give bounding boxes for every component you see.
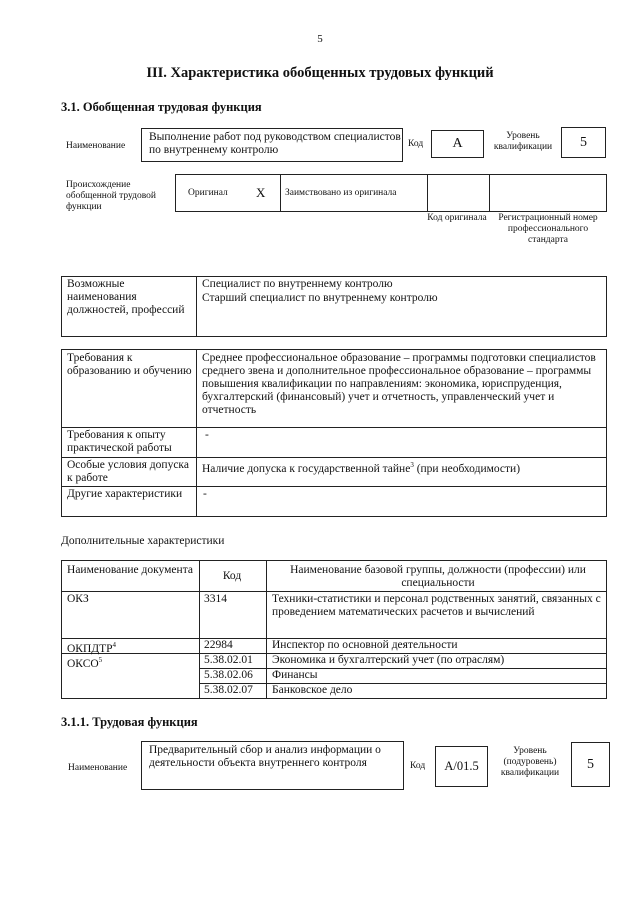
code-original-caption: Код оригинала [427, 213, 487, 223]
subsection-title-3-1: 3.1. Обобщенная трудовая функция [61, 100, 262, 114]
tf-level-label: Уровень (подуровень) квалификации [500, 746, 560, 778]
level-label: Уровень квалификации [493, 131, 553, 152]
tf-level-box: 5 [571, 742, 610, 787]
cond-value: Наличие допуска к государственной тайне$^3$ (при необходимости) [202, 461, 521, 475]
position-1: Специалист по внутреннему контролю [202, 278, 393, 290]
okso-code-1: 5.38.02.01 [204, 654, 253, 666]
page-number: 5 [317, 33, 323, 45]
okz-name: Техники-статистики и персонал родственных занятий, связанных с проведением математических расчетов и вычислений [272, 593, 601, 618]
origin-label: Происхождение обобщенной трудовой функции [66, 180, 156, 212]
okso-name-1: Экономика и бухгалтерский учет (по отраслям) [272, 654, 505, 666]
okpdtr-name: Инспектор по основной деятельности [272, 639, 458, 651]
okso-code-2: 5.38.02.06 [204, 669, 253, 681]
okso-code-3: 5.38.02.07 [204, 684, 253, 696]
tf-name-label: Наименование [68, 763, 128, 773]
okso-label: ОКСО$^5$ [67, 656, 103, 670]
code-label: Код [408, 139, 424, 149]
okso-name-2: Финансы [272, 669, 318, 681]
subsection-title-3-1-1: 3.1.1. Трудовая функция [61, 715, 198, 729]
name-label: Наименование [66, 141, 126, 151]
okso-name-3: Банковское дело [272, 684, 353, 696]
okz-label: ОКЗ [67, 593, 89, 605]
exp-value: - [205, 429, 209, 441]
okz-code: 3314 [204, 593, 227, 605]
other-label: Другие характеристики [67, 488, 183, 500]
code-value-box: А [431, 130, 484, 158]
edu-label: Требования к образованию и обучению [67, 352, 192, 377]
function-name-box: Выполнение работ под руководством специалистов по внутреннему контролю [141, 128, 403, 162]
additional-title: Дополнительные характеристики [61, 535, 225, 547]
original-label: Оригинал [188, 188, 228, 198]
level-value-box: 5 [561, 127, 606, 158]
tf-code-box: A/01.5 [435, 746, 488, 787]
tf-name-box: Предварительный сбор и анализ информации о деятельности объекта внутреннего контроля [141, 741, 404, 790]
section-title: III. Характеристика обобщенных трудовых функций [146, 65, 494, 81]
other-value: - [203, 488, 207, 500]
original-mark: Х [256, 185, 266, 200]
borrowed-label: Заимствовано из оригинала [285, 188, 397, 198]
okpdtr-label: ОКПДТР$^4$ [67, 641, 117, 655]
edu-value: Среднее профессиональное образование – программы подготовки специалистов среднего звена и дополнительное профессиональное образование – программы повышения квалификации по направлениям: экономика, юриспруденция, бухгалтерский (финансовый) учет и отчетность, управленческий учет и отчетность [202, 352, 596, 416]
okpdtr-code: 22984 [204, 639, 233, 651]
tf-code-label: Код [410, 761, 426, 771]
reg-number-caption: Регистрационный номер профессионального стандарта [498, 213, 598, 245]
head-doc: Наименование документа [67, 564, 193, 576]
head-name: Наименование базовой группы, должности (профессии) или специальности [290, 564, 586, 589]
cond-label: Особые условия допуска к работе [67, 459, 189, 484]
head-code: Код [222, 570, 242, 582]
exp-label: Требования к опыту практической работы [67, 429, 172, 454]
position-2: Старший специалист по внутреннему контролю [202, 292, 438, 304]
positions-label: Возможные наименования должностей, профессий [67, 278, 185, 316]
